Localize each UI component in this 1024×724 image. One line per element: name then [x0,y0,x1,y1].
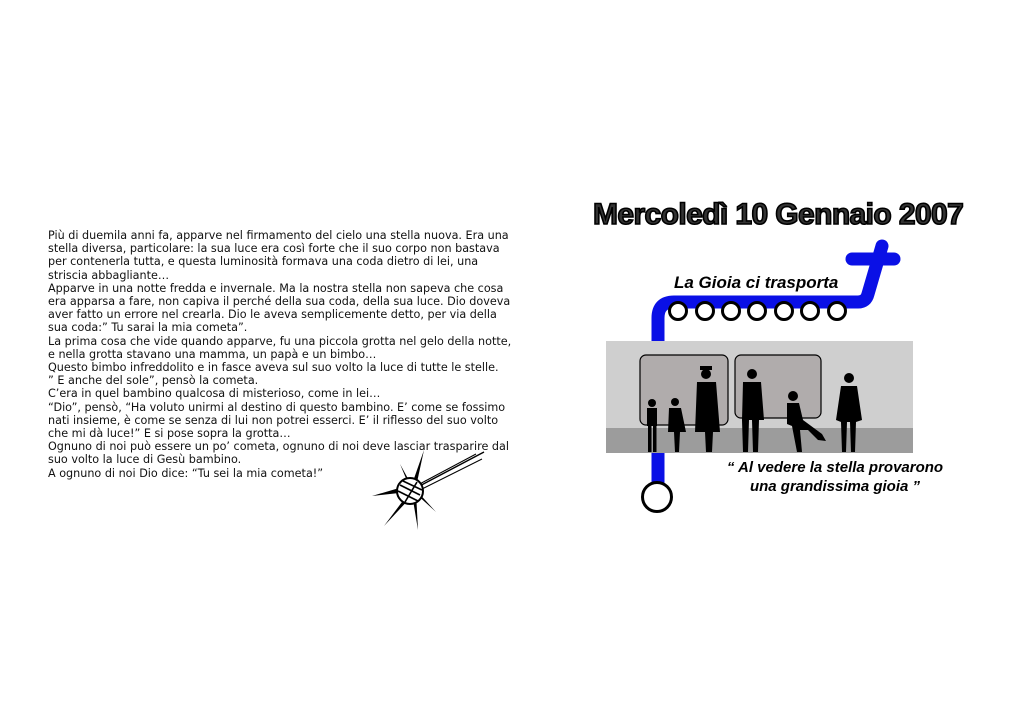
story-paragraph: Questo bimbo infreddolito e in fasce aveva sul suo volto la luce di tutte le stelle. [48,361,499,375]
quote-line: una grandissima gioia ” [749,478,921,495]
story-paragraph: Ognuno di noi può essere un po’ cometa, ognuno di noi deve lasciar trasparire dal suo volto la luce di Gesù bambino. [48,440,509,467]
story-paragraph: “Dio”, pensò, “Ha voluto unirmi al destino di questo bambino. E’ come se fossimo nati insieme, è come se senza di lui non potrei esserci. E’ il riflesso del suo volto che mi dà luce!” E si pose sopra la grotta… [48,400,506,441]
station-floor [606,428,913,453]
subtitle: La Gioia ci trasporta [674,273,839,292]
story-paragraph: ” E anche del sole”, pensò la cometa. [48,374,259,388]
story-paragraph: Più di duemila anni fa, apparve nel firmamento del cielo una stella nuova. Era una stella diversa, particolare: la sua luce era così forte che il suo corpo non bastava per contenerla tutta, e questa luminosità formava una coda dietro di lei, una striscia abbagliante… [48,229,509,282]
story-paragraph: C’era in quel bambino qualcosa di misterioso, come in lei… [48,387,381,401]
story-paragraph: La prima cosa che vide quando apparve, fu una piccola grotta nel gelo della notte, e nella grotta stavano una mamma, un papà e un bimbo… [48,334,512,361]
story-paragraph: Apparve in una notte fredda e invernale. Ma la nostra stella non sapeva che cosa era apparsa a fare, non capiva il perché della sua coda, della sua luce. Dio doveva aver fatto un errore nel crearla. Dio le aveva semplicemente detto, per via della sua coda:” Tu sarai la mia cometa”. [48,281,511,335]
quote [690,458,980,496]
page-title: Mercoledì 10 Gennaio 2007 [593,198,964,231]
story-paragraph: A ognuno di noi Dio dice: “Tu sei la mia cometa!” [48,466,324,480]
story-text [48,229,518,480]
quote-line: “ Al vedere la stella provarono [726,459,944,476]
comet-star-icon [372,450,490,532]
